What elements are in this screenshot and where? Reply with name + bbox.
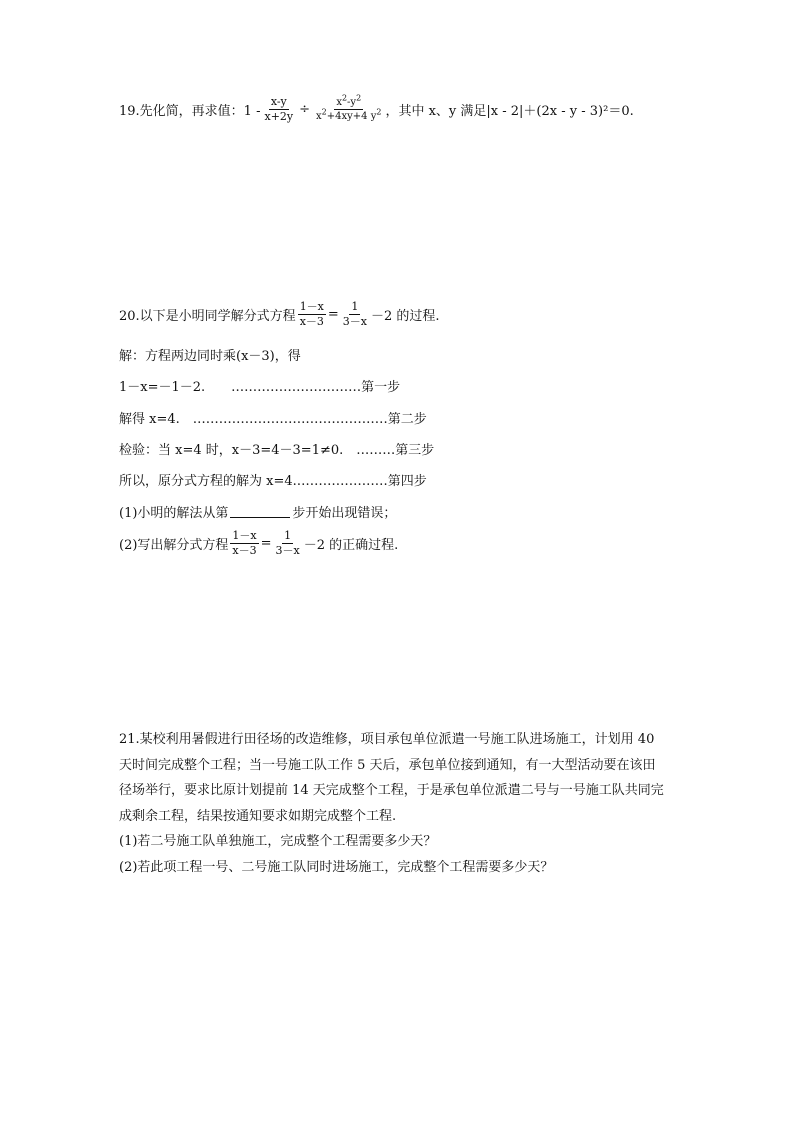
question-19 bbox=[119, 93, 634, 124]
q20-step-2: 解得 x=4. ………………………………………第二步 bbox=[119, 412, 427, 427]
answer-blank bbox=[230, 505, 290, 518]
q20-step-1: 1－x=－1－2. …………………………第一步 bbox=[119, 380, 401, 395]
q20-part-2: (2)写出解分式方程 $\frac{1-x}{x-3}$ = $\frac{1}{3-x}$ －2 的正确过程. bbox=[119, 529, 399, 558]
q20-part-1: (1)小明的解法从第 步开始出现错误； bbox=[119, 506, 397, 521]
q21-line-1: 21.某校利用暑假进行田径场的改造维修，项目承包单位派遣一号施工队进场施工，计划用 40 bbox=[119, 732, 655, 747]
question-20-intro bbox=[119, 301, 440, 328]
q21-part-2: (2)若此项工程一号、二号施工队同时进场施工，完成整个工程需要多少天？ bbox=[119, 859, 554, 875]
q20-left-numerator: 1－x bbox=[298, 301, 326, 315]
q19-fraction-2 bbox=[314, 93, 383, 123]
q20-right-denominator: 3－x bbox=[342, 315, 367, 329]
q20-equals: = bbox=[327, 307, 339, 323]
q21-part-1: (1)若二号施工队单独施工，完成整个工程需要多少天？ bbox=[119, 834, 437, 849]
q20-fraction-left bbox=[298, 301, 326, 328]
q20-solution: 解：方程两边同时乘(x－3)，得 bbox=[119, 349, 301, 364]
q20-right-numerator: 1 bbox=[349, 301, 360, 315]
q19-frac2-denominator: $x^2+4xy+4$ $y^2$ bbox=[316, 107, 382, 123]
q21-line-3: 径场举行，要求比原计划提前 14 天完成整个工程，于是承包单位派遣二号与一号施工队共同完 bbox=[119, 783, 664, 798]
q20-fraction-right bbox=[341, 301, 369, 328]
q19-frac2-numerator: $x^2-y^2$ bbox=[336, 93, 362, 109]
q21-line-4: 成剩余工程，结果按通知要求如期完成整个工程. bbox=[119, 808, 397, 824]
q20-intro: 20.以下是小明同学解分式方程 bbox=[119, 309, 296, 325]
q20-eq-tail: －2 的过程. bbox=[371, 309, 440, 325]
q20-part2-fraction-left: $\frac{1-x}{x-3}$ bbox=[232, 529, 257, 558]
question-21 bbox=[119, 727, 699, 880]
q21-line-2: 天时间完成整个工程；当一号施工队工作 5 天后，承包单位接到通知，有一大型活动要在该田 bbox=[119, 757, 656, 773]
q20-step-3: 检验：当 x=4 时，x－3=4－3=1≠0. ………第三步 bbox=[119, 443, 435, 458]
q19-frac1-denominator: x+2y bbox=[264, 110, 294, 124]
q19-prefix: 19.先化简，再求值：1 - bbox=[119, 104, 261, 120]
q19-divide-sign: ÷ bbox=[299, 102, 311, 118]
q20-part2-fraction-right: $\frac{1}{3-x}$ bbox=[275, 529, 300, 558]
q19-suffix: ，其中 x、y 满足|x - 2|＋(2x - y - 3)²＝0. bbox=[385, 104, 634, 120]
q19-frac1-numerator: x-y bbox=[269, 96, 289, 110]
q20-step-4: 所以，原分式方程的解为 x=4.…………………第四步 bbox=[119, 474, 427, 489]
q19-fraction-1 bbox=[262, 96, 295, 123]
q20-left-denominator: x－3 bbox=[299, 315, 324, 329]
